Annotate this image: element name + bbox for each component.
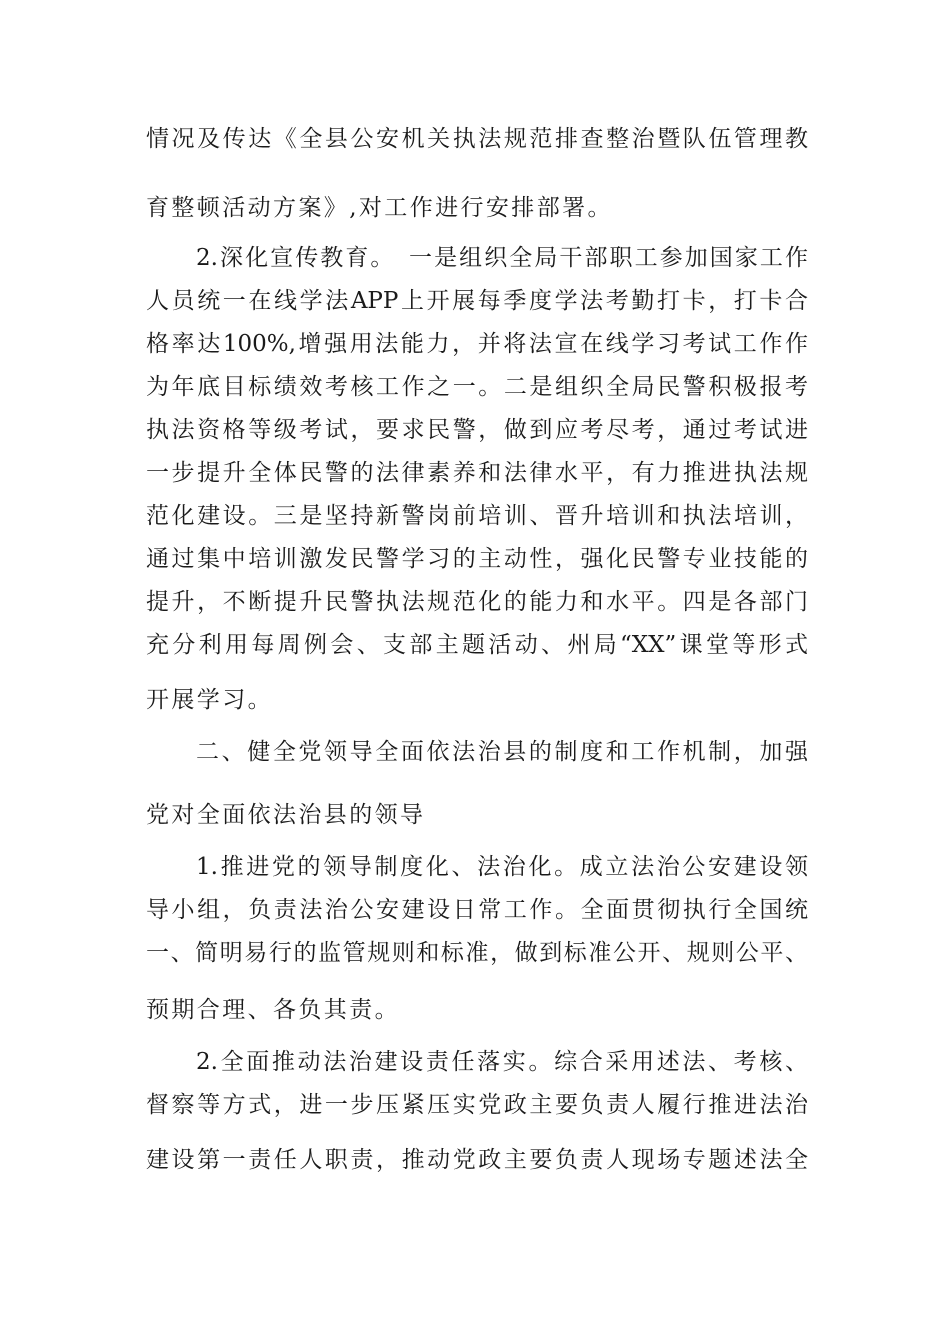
text-line: 一、简明易行的监管规则和标准，做到标准公开、规则公平、 [146,940,808,966]
text-line: 为年底目标绩效考核工作之一。二是组织全局民警积极报考 [146,374,808,400]
text-line: 情况及传达《全县公安机关执法规范排查整治暨队伍管理教 [146,126,808,152]
section-heading: 二、健全党领导全面依法治县的制度和工作机制，加强 [196,739,808,765]
text-line: 执法资格等级考试，要求民警，做到应考尽考，通过考试进 [146,417,808,443]
text-line: 格率达100%,增强用法能力，并将法宣在线学习考试工作作 [146,331,808,357]
text-line: 开展学习。 [146,687,273,713]
text-line: 督察等方式，进一步压紧压实党政主要负责人履行推进法治 [146,1092,808,1118]
text-line: 2.深化宣传教育。 一是组织全局干部职工参加国家工作 [196,245,808,271]
text-line: 人员统一在线学法APP上开展每季度学法考勤打卡，打卡合 [146,288,808,314]
text-line: 提升，不断提升民警执法规范化的能力和水平。四是各部门 [146,589,808,615]
section-heading: 党对全面依法治县的领导 [146,802,426,828]
text-line: 一步提升全体民警的法律素养和法律水平，有力推进执法规 [146,460,808,486]
text-line: 育整顿活动方案》,对工作进行安排部署。 [146,195,613,221]
text-line: 1.推进党的领导制度化、法治化。成立法治公安建设领 [196,854,808,880]
text-line: 导小组，负责法治公安建设日常工作。全面贯彻执行全国统 [146,897,808,923]
text-line: 充分利用每周例会、支部主题活动、州局“XX”课堂等形式 [146,632,808,658]
text-line: 预期合理、各负其责。 [146,997,400,1023]
text-line: 建设第一责任人职责，推动党政主要负责人现场专题述法全 [146,1147,808,1173]
text-line: 通过集中培训激发民警学习的主动性，强化民警专业技能的 [146,546,808,572]
text-line: 2.全面推动法治建设责任落实。综合采用述法、考核、 [196,1049,808,1075]
text-line: 范化建设。三是坚持新警岗前培训、晋升培训和执法培训， [146,503,808,529]
